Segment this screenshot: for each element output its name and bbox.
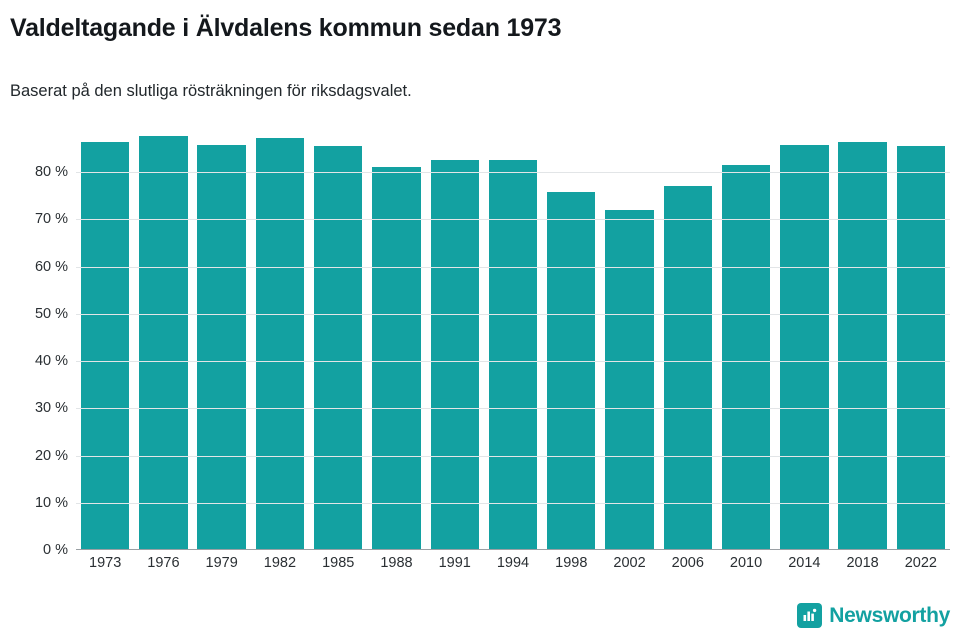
bar[interactable] bbox=[722, 165, 770, 549]
y-axis-tick-label: 20 % bbox=[34, 447, 68, 464]
x-axis-tick-label: 2022 bbox=[904, 555, 937, 571]
y-axis-tick-label: 30 % bbox=[34, 400, 68, 417]
bar[interactable] bbox=[139, 136, 187, 549]
bar-slot bbox=[892, 125, 950, 549]
gridline bbox=[76, 314, 950, 315]
gridline bbox=[76, 456, 950, 457]
bar-slot bbox=[309, 125, 367, 549]
bar[interactable] bbox=[838, 142, 886, 549]
y-axis-tick-label: 10 % bbox=[34, 494, 68, 511]
bar[interactable] bbox=[897, 146, 945, 549]
bar-series bbox=[76, 125, 950, 549]
x-axis-tick-label: 2018 bbox=[846, 555, 879, 571]
gridline bbox=[76, 267, 950, 268]
y-axis-tick-label: 50 % bbox=[34, 305, 68, 322]
x-axis-tick-label: 1982 bbox=[263, 555, 297, 571]
bar-slot bbox=[833, 125, 891, 549]
bar-slot bbox=[717, 125, 775, 549]
gridline bbox=[76, 408, 950, 409]
bar[interactable] bbox=[605, 210, 653, 549]
x-axis-tick-label: 1985 bbox=[322, 555, 355, 571]
bar[interactable] bbox=[256, 138, 304, 549]
x-axis-tick-label: 1998 bbox=[555, 555, 588, 571]
bar-slot bbox=[600, 125, 658, 549]
page-title: Valdeltagande i Älvdalens kommun sedan 1973 bbox=[10, 14, 562, 42]
bar-slot bbox=[659, 125, 717, 549]
x-axis-tick-label: 1991 bbox=[438, 555, 471, 571]
gridline bbox=[76, 503, 950, 504]
x-axis-tick-label: 2014 bbox=[788, 555, 821, 571]
x-axis-tick-label: 1979 bbox=[205, 555, 238, 571]
bar-slot bbox=[251, 125, 309, 549]
bar[interactable] bbox=[314, 146, 362, 549]
y-axis-tick-label: 40 % bbox=[34, 353, 68, 370]
bar-slot bbox=[193, 125, 251, 549]
gridline bbox=[76, 361, 950, 362]
chart-plot-wrapper bbox=[10, 125, 950, 580]
gridline bbox=[76, 172, 950, 173]
y-axis bbox=[10, 125, 76, 558]
x-axis-tick-label: 2006 bbox=[671, 555, 704, 571]
y-axis-tick-label: 70 % bbox=[34, 211, 68, 228]
x-axis-tick-label: 1994 bbox=[496, 555, 530, 571]
bar[interactable] bbox=[489, 160, 537, 549]
plot-area bbox=[76, 125, 950, 550]
x-axis-tick-label: 1973 bbox=[89, 555, 122, 571]
x-axis-line bbox=[76, 549, 950, 550]
bar-slot bbox=[775, 125, 833, 549]
bar-slot bbox=[542, 125, 600, 549]
bar[interactable] bbox=[81, 142, 129, 549]
y-axis-tick-label: 60 % bbox=[34, 258, 68, 275]
brand-footer bbox=[797, 603, 950, 628]
brand-name: Newsworthy bbox=[829, 603, 950, 627]
bar[interactable] bbox=[664, 186, 712, 549]
x-axis-tick-label: 1976 bbox=[147, 555, 180, 571]
gridline bbox=[76, 219, 950, 220]
bar[interactable] bbox=[780, 145, 828, 549]
bar[interactable] bbox=[372, 167, 420, 550]
bar-slot bbox=[484, 125, 542, 549]
chart-subtitle: Baserat på den slutliga rösträkningen för riksdagsvalet. bbox=[10, 82, 412, 100]
x-axis-tick-label: 2002 bbox=[613, 555, 646, 571]
bar-chart-icon bbox=[797, 603, 822, 628]
y-axis-tick-label: 80 % bbox=[34, 164, 68, 181]
x-axis-tick-label: 2010 bbox=[729, 555, 763, 571]
bar-slot bbox=[76, 125, 134, 549]
bar-slot bbox=[367, 125, 425, 549]
x-axis bbox=[76, 555, 950, 571]
bar[interactable] bbox=[431, 160, 479, 549]
bar-slot bbox=[134, 125, 192, 549]
bar-slot bbox=[426, 125, 484, 549]
bar[interactable] bbox=[547, 192, 595, 549]
bar[interactable] bbox=[197, 145, 245, 549]
x-axis-tick-label: 1988 bbox=[380, 555, 413, 571]
y-axis-tick-label: 0 % bbox=[43, 542, 68, 558]
